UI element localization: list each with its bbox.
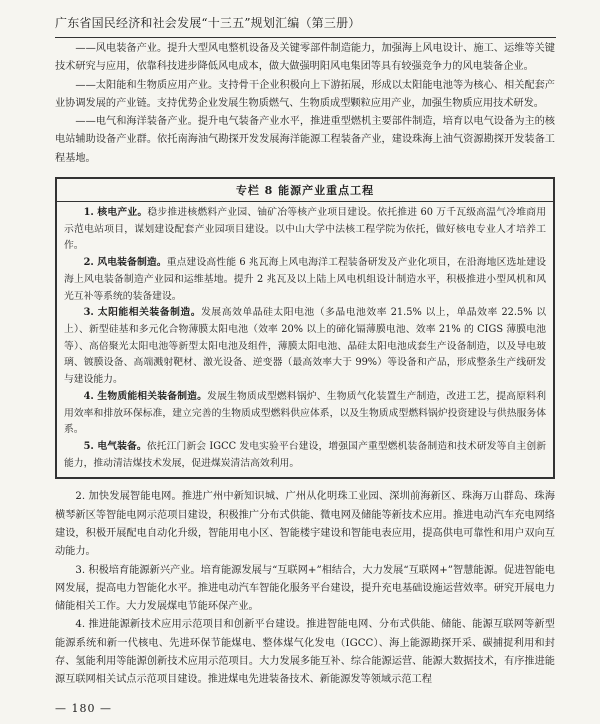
running-header: 广东省国民经济和社会发展“十三五”规划汇编（第三册） xyxy=(55,14,556,38)
paragraph-demo-projects: 4. 推进能源新技术应用示范项目和创新平台建设。推进智能电网、分布式供能、储能、能源互联网等新型能源系统和新一代核电、先进环保节能煤电、整体煤气化发电（IGCC）、海上能源勘探开采、碳捕捉利用和封存、氢能利用等能源创新技术应用示范项目。大力发展多能互补、综合能源运营、能源大数据技术，有序推进能源互联网相关试点示范项目建设。推进煤电先进装备技术、新能源发等领域示范工程 xyxy=(55,619,555,686)
box-item-solar xyxy=(64,305,546,389)
box-item-lead: 5. 电气装备。 xyxy=(83,440,147,452)
box-item-lead: 2. 风电装备制造。 xyxy=(83,257,167,269)
box-item-text: 稳步推进核燃料产业园、铀矿冶等核产业项目建设。依托推进 60 万千瓦级高温气冷堆商用示范电站项目，谋划建设配套产业园项目建设。以中山大学中法核工程学院为依托，做好核电专业人才培养工作。 xyxy=(64,207,546,252)
box-item-text: 发展高效单晶硅太阳电池（多晶电池效率 21.5% 以上，单晶效率 22.5% 以上）、新型硅基和多元化合物薄膜太阳电池（效率 20% 以上的碲化镉薄膜电池、效率 21% 的 CIGS 薄膜电池等）、高倍聚光太阳电池等新型太阳电池及组件，薄膜太阳电池、晶硅太阳电池成套生产设备制造，以及导电玻璃、镀膜设备、高端溅射靶材、激光设备、逆变器（最高效率大于 99%）等设备和产品，形成整条生产线研发与建设能力。 xyxy=(64,307,547,386)
box-item-lead: 3. 太阳能相关装备制造。 xyxy=(83,307,202,319)
box-item-wind xyxy=(64,255,546,305)
feature-box-title: 专栏 8 能源产业重点工程 xyxy=(57,179,553,202)
box-item-electric xyxy=(64,439,546,472)
box-item-nuclear xyxy=(64,205,546,255)
box-item-text: 重点建设高性能 6 兆瓦海上风电海洋工程装备研发及产业化项目，在沿海地区选址建设海上风电装备制造产业园和运维基地。提升 2 兆瓦及以上陆上风电机组设计制造水平，积极推进小型风机和风光互补等系统的装备建设。 xyxy=(64,257,547,302)
box-item-lead: 4. 生物质能相关装备制造。 xyxy=(83,390,208,402)
feature-box xyxy=(55,177,555,479)
box-item-biomass xyxy=(64,389,546,439)
box-item-text: 依托江门新会 IGCC 发电实验平台建设，增强国产重型燃机装备制造和技术研发等自主创新能力，推动清洁煤技术发展，促进煤炭清洁高效利用。 xyxy=(64,440,547,469)
page-number: — 180 — xyxy=(55,702,112,715)
box-item-lead: 1. 核电产业。 xyxy=(83,207,148,219)
page-body xyxy=(55,40,555,690)
intro-paragraph-solar: ——太阳能和生物质应用产业。支持骨干企业积极向上下游拓展，形成以太阳能电池等为核心、相关配套产业协调发展的产业链。支持优势企业发展生物质燃气、生物质成型颗粒应用产业，加强生物质应用技术研发。 xyxy=(55,79,555,109)
intro-paragraph-electric: ——电气和海洋装备产业。提升电气装备产业水平，推进重型燃机主要部件制造，培育以电气设备为主的核电站辅助设备产业群。依托南海油气勘探开发发展海洋能源工程装备产业，建设珠海上油气资源勘探开发装备工程基地。 xyxy=(55,116,555,164)
intro-paragraph-wind: ——风电装备产业。提升大型风电整机设备及关键零部件制造能力，加强海上风电设计、施工、运维等关键技术研究与应用，依靠科技进步降低风电成本，做大做强明阳风电集团等具有较强竞争力的风电装备企业。 xyxy=(55,43,555,73)
box-item-text: 发展生物质成型燃料锅炉、生物质气化装置生产制造，改进工艺，提高原料利用效率和排放环保标准，建立完善的生物质成型燃料供应体系，以及生物质成型燃料锅炉投资建设与供热服务体系。 xyxy=(64,390,547,436)
paragraph-emerging-industry: 3. 积极培育能源新兴产业。培育能源发展与“互联网+”相结合，大力发展“互联网+”智慧能源。促进智能电网发展，提高电力智能化水平。推进电动汽车智能化服务平台建设，提升充电基础设施运营效率。研究开展电力储能相关工作。大力发展煤电节能环保产业。 xyxy=(55,564,555,613)
paragraph-smart-grid: 2. 加快发展智能电网。推进广州中新知识城、广州从化明珠工业园、深圳前海新区、珠海万山群岛、珠海横琴新区等智能电网示范项目建设，积极推广分布式供能、微电网及储能等新技术应用。推进电动汽车充电网络建设，积极开展配电自动化升级，智能用电小区、智能楼宇建设和智能电表应用，提高供电可靠性和用户双向互动能力。 xyxy=(55,491,555,558)
